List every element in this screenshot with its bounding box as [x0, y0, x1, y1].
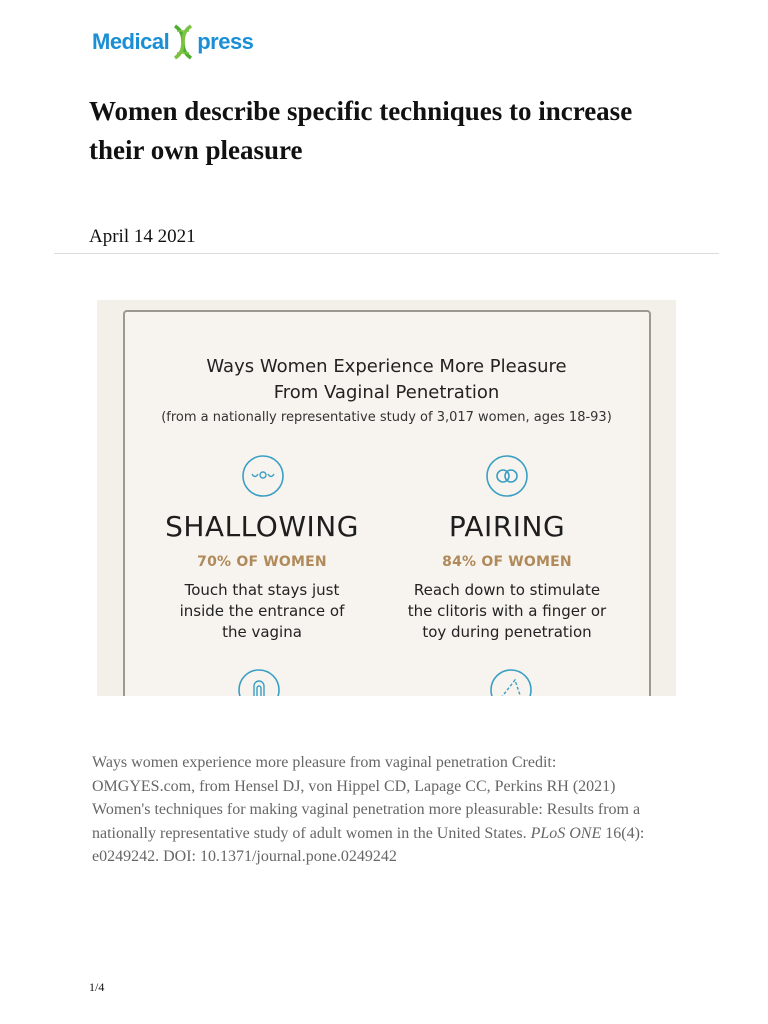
- desc-line: the vagina: [222, 623, 302, 641]
- image-caption: [92, 751, 652, 869]
- infographic-title-line1: Ways Women Experience More Pleasure: [206, 356, 567, 377]
- infographic-image: [97, 300, 676, 696]
- page-number: 1/4: [89, 980, 105, 994]
- pairing-icon: [485, 454, 529, 498]
- infographic-title: [97, 354, 676, 406]
- dna-x-icon: [170, 24, 196, 60]
- technique-name-shallowing: SHALLOWING: [165, 510, 359, 543]
- logo-text-press: press: [197, 29, 254, 54]
- technique-desc-pairing: [387, 580, 627, 643]
- cropped-technique-icon: [489, 668, 533, 696]
- shallowing-icon: [241, 454, 285, 498]
- desc-line: the clitoris with a finger or: [407, 602, 607, 620]
- technique-percent-shallowing: 70% OF WOMEN: [197, 554, 327, 570]
- article-title: Women describe specific techniques to increase their own pleasure: [89, 96, 633, 165]
- technique-percent-pairing: 84% OF WOMEN: [442, 554, 572, 570]
- desc-line: toy during penetration: [422, 623, 592, 641]
- cropped-technique-icon: [237, 668, 281, 696]
- desc-line: Reach down to stimulate: [413, 581, 601, 599]
- header-divider: [54, 253, 719, 254]
- caption-text: Ways women experience more pleasure from vaginal penetration Credit: OMGYES.com, from Hensel DJ, von Hippel CD, Lapage CC, Perkins RH (2021) Women's techniques for making vaginal penetration more pleasurable: Results from a nationally representative study of adult women in the United States.: [92, 754, 641, 842]
- caption-journal: PLoS ONE: [530, 824, 602, 842]
- article-date: April 14 2021: [89, 226, 196, 247]
- medicalxpress-logo[interactable]: [92, 24, 253, 60]
- caption-citation: 16(4): e0249242. DOI: 10.1371/journal.pone.0249242: [92, 824, 645, 865]
- technique-desc-shallowing: [142, 580, 382, 643]
- infographic-subtitle: (from a nationally representative study of 3,017 women, ages 18-93): [161, 410, 612, 425]
- desc-line: Touch that stays just: [184, 581, 340, 599]
- infographic-title-line2: From Vaginal Penetration: [273, 382, 500, 403]
- technique-name-pairing: PAIRING: [448, 510, 566, 543]
- desc-line: inside the entrance of: [179, 602, 345, 620]
- logo-text-medical: Medical: [92, 29, 170, 54]
